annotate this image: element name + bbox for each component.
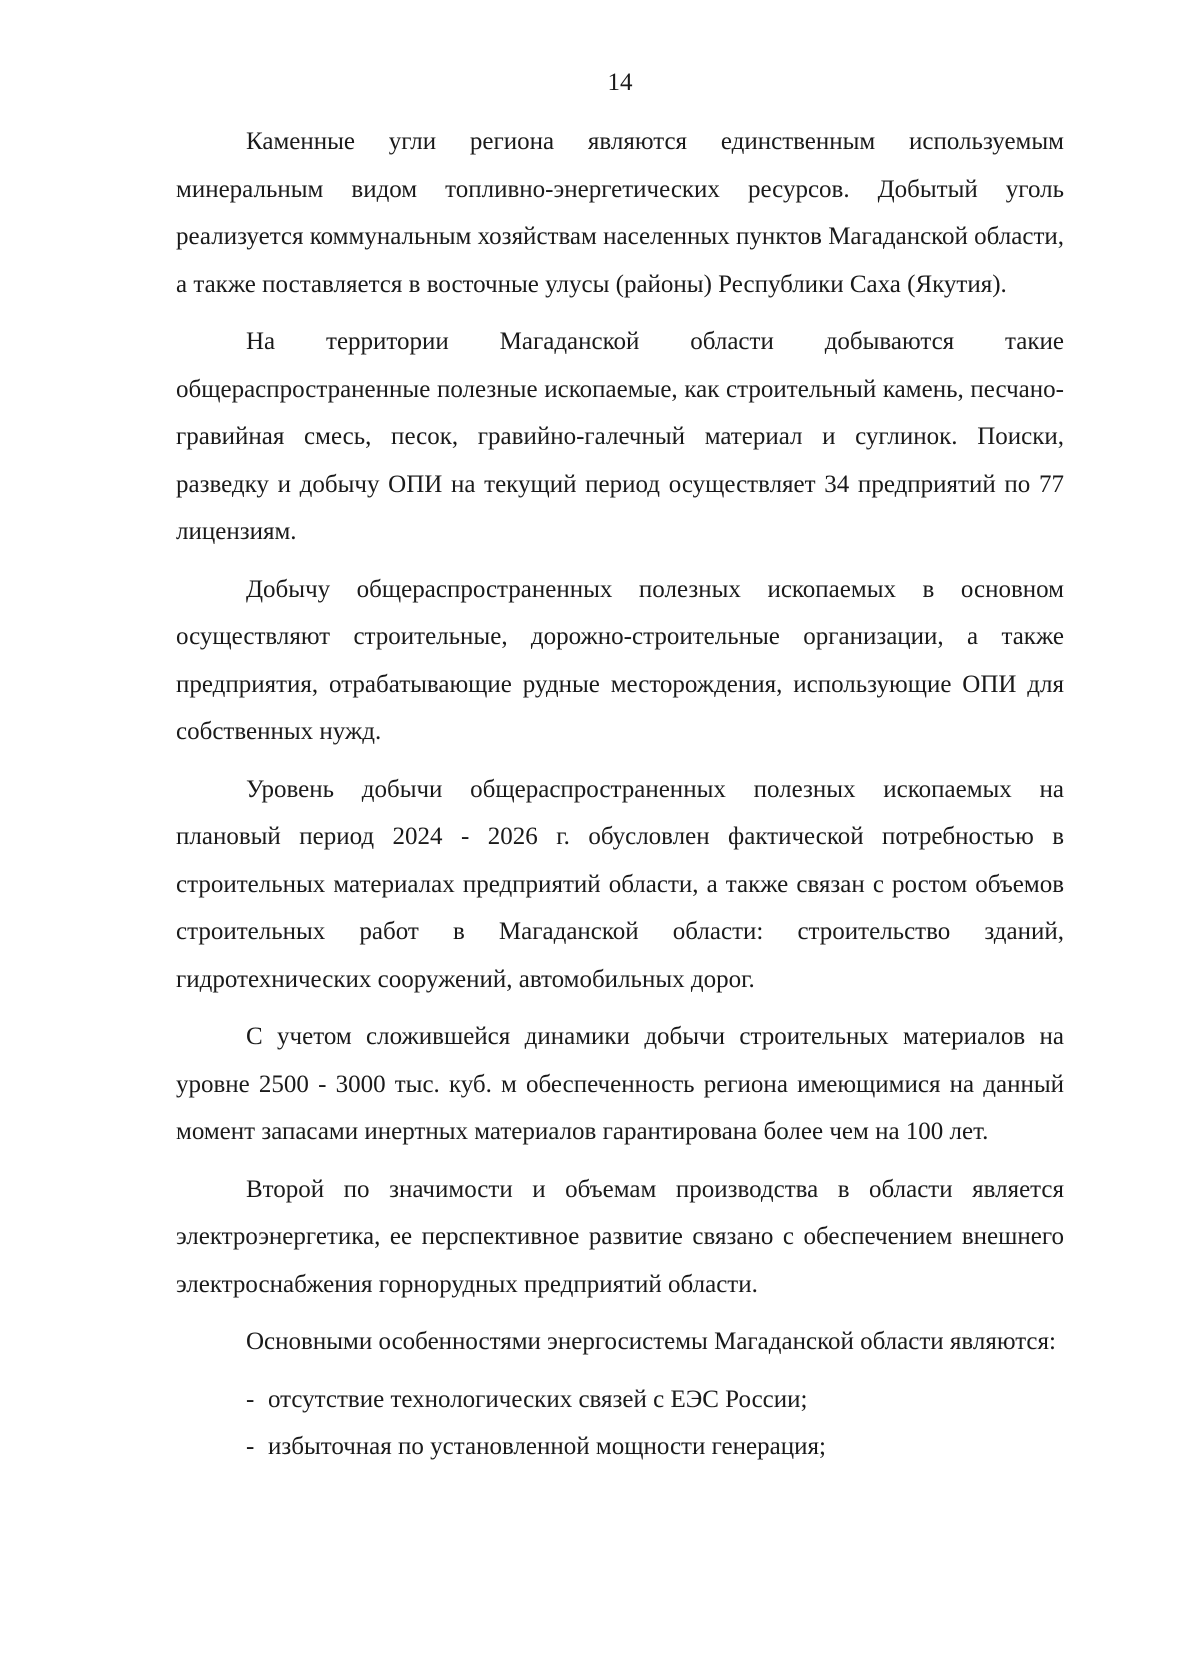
document-body xyxy=(176,118,1064,1471)
paragraph-coal: Каменные угли региона являются единственным используемым минеральным видом топливно-энергетических ресурсов. Добытый уголь реализуется коммунальным хозяйствам населенных пунктов Магаданской области, а также поставляется в восточные улусы (районы) Республики Саха (Якутия). xyxy=(176,128,1064,298)
list-marker: - xyxy=(246,1433,255,1460)
list-item-text: отсутствие технологических связей с ЕЭС России; xyxy=(268,1385,808,1413)
list-item xyxy=(176,1423,1064,1471)
list-marker: - xyxy=(246,1385,255,1413)
paragraph-electric-power: Второй по значимости и объемам производства в области является электроэнергетика, ее перспективное развитие связано с обеспечением внешнего электроснабжения горнорудных предприятий области. xyxy=(176,1175,1064,1298)
paragraph-extraction-organizations: Добычу общераспространенных полезных ископаемых в основном осуществляют строительные, дорожно-строительные организации, а также предприятия, отрабатывающие рудные месторождения, использующие ОПИ для собственных нужд. xyxy=(176,575,1064,745)
features-list xyxy=(176,1376,1064,1471)
list-item xyxy=(176,1376,1064,1424)
page-number: 14 xyxy=(607,69,633,96)
paragraph-extraction-level: Уровень добычи общераспространенных полезных ископаемых на плановый период 2024 - 2026 г. обусловлен фактической потребностью в строительных материалах предприятий области, а также связан с ростом объемов строительных работ в Магаданской области: строительство зданий, гидротехнических сооружений, автомобильных дорог. xyxy=(176,775,1064,993)
list-item-text: избыточная по установленной мощности генерация; xyxy=(268,1433,826,1460)
paragraph-reserves: С учетом сложившейся динамики добычи строительных материалов на уровне 2500 - 3000 тыс. куб. м обеспеченность региона имеющимися на данный момент запасами инертных материалов гарантирована более чем на 100 лет. xyxy=(176,1023,1064,1145)
paragraph-common-minerals: На территории Магаданской области добываются такие общераспространенные полезные ископаемые, как строительный камень, песчано-гравийная смесь, песок, гравийно-галечный материал и суглинок. Поиски, разведку и добычу ОПИ на текущий период осуществляет 34 предприятий по 77 лицензиям. xyxy=(176,328,1064,545)
paragraph-energy-system-features: Основными особенностями энергосистемы Магаданской области являются: xyxy=(246,1328,1056,1355)
